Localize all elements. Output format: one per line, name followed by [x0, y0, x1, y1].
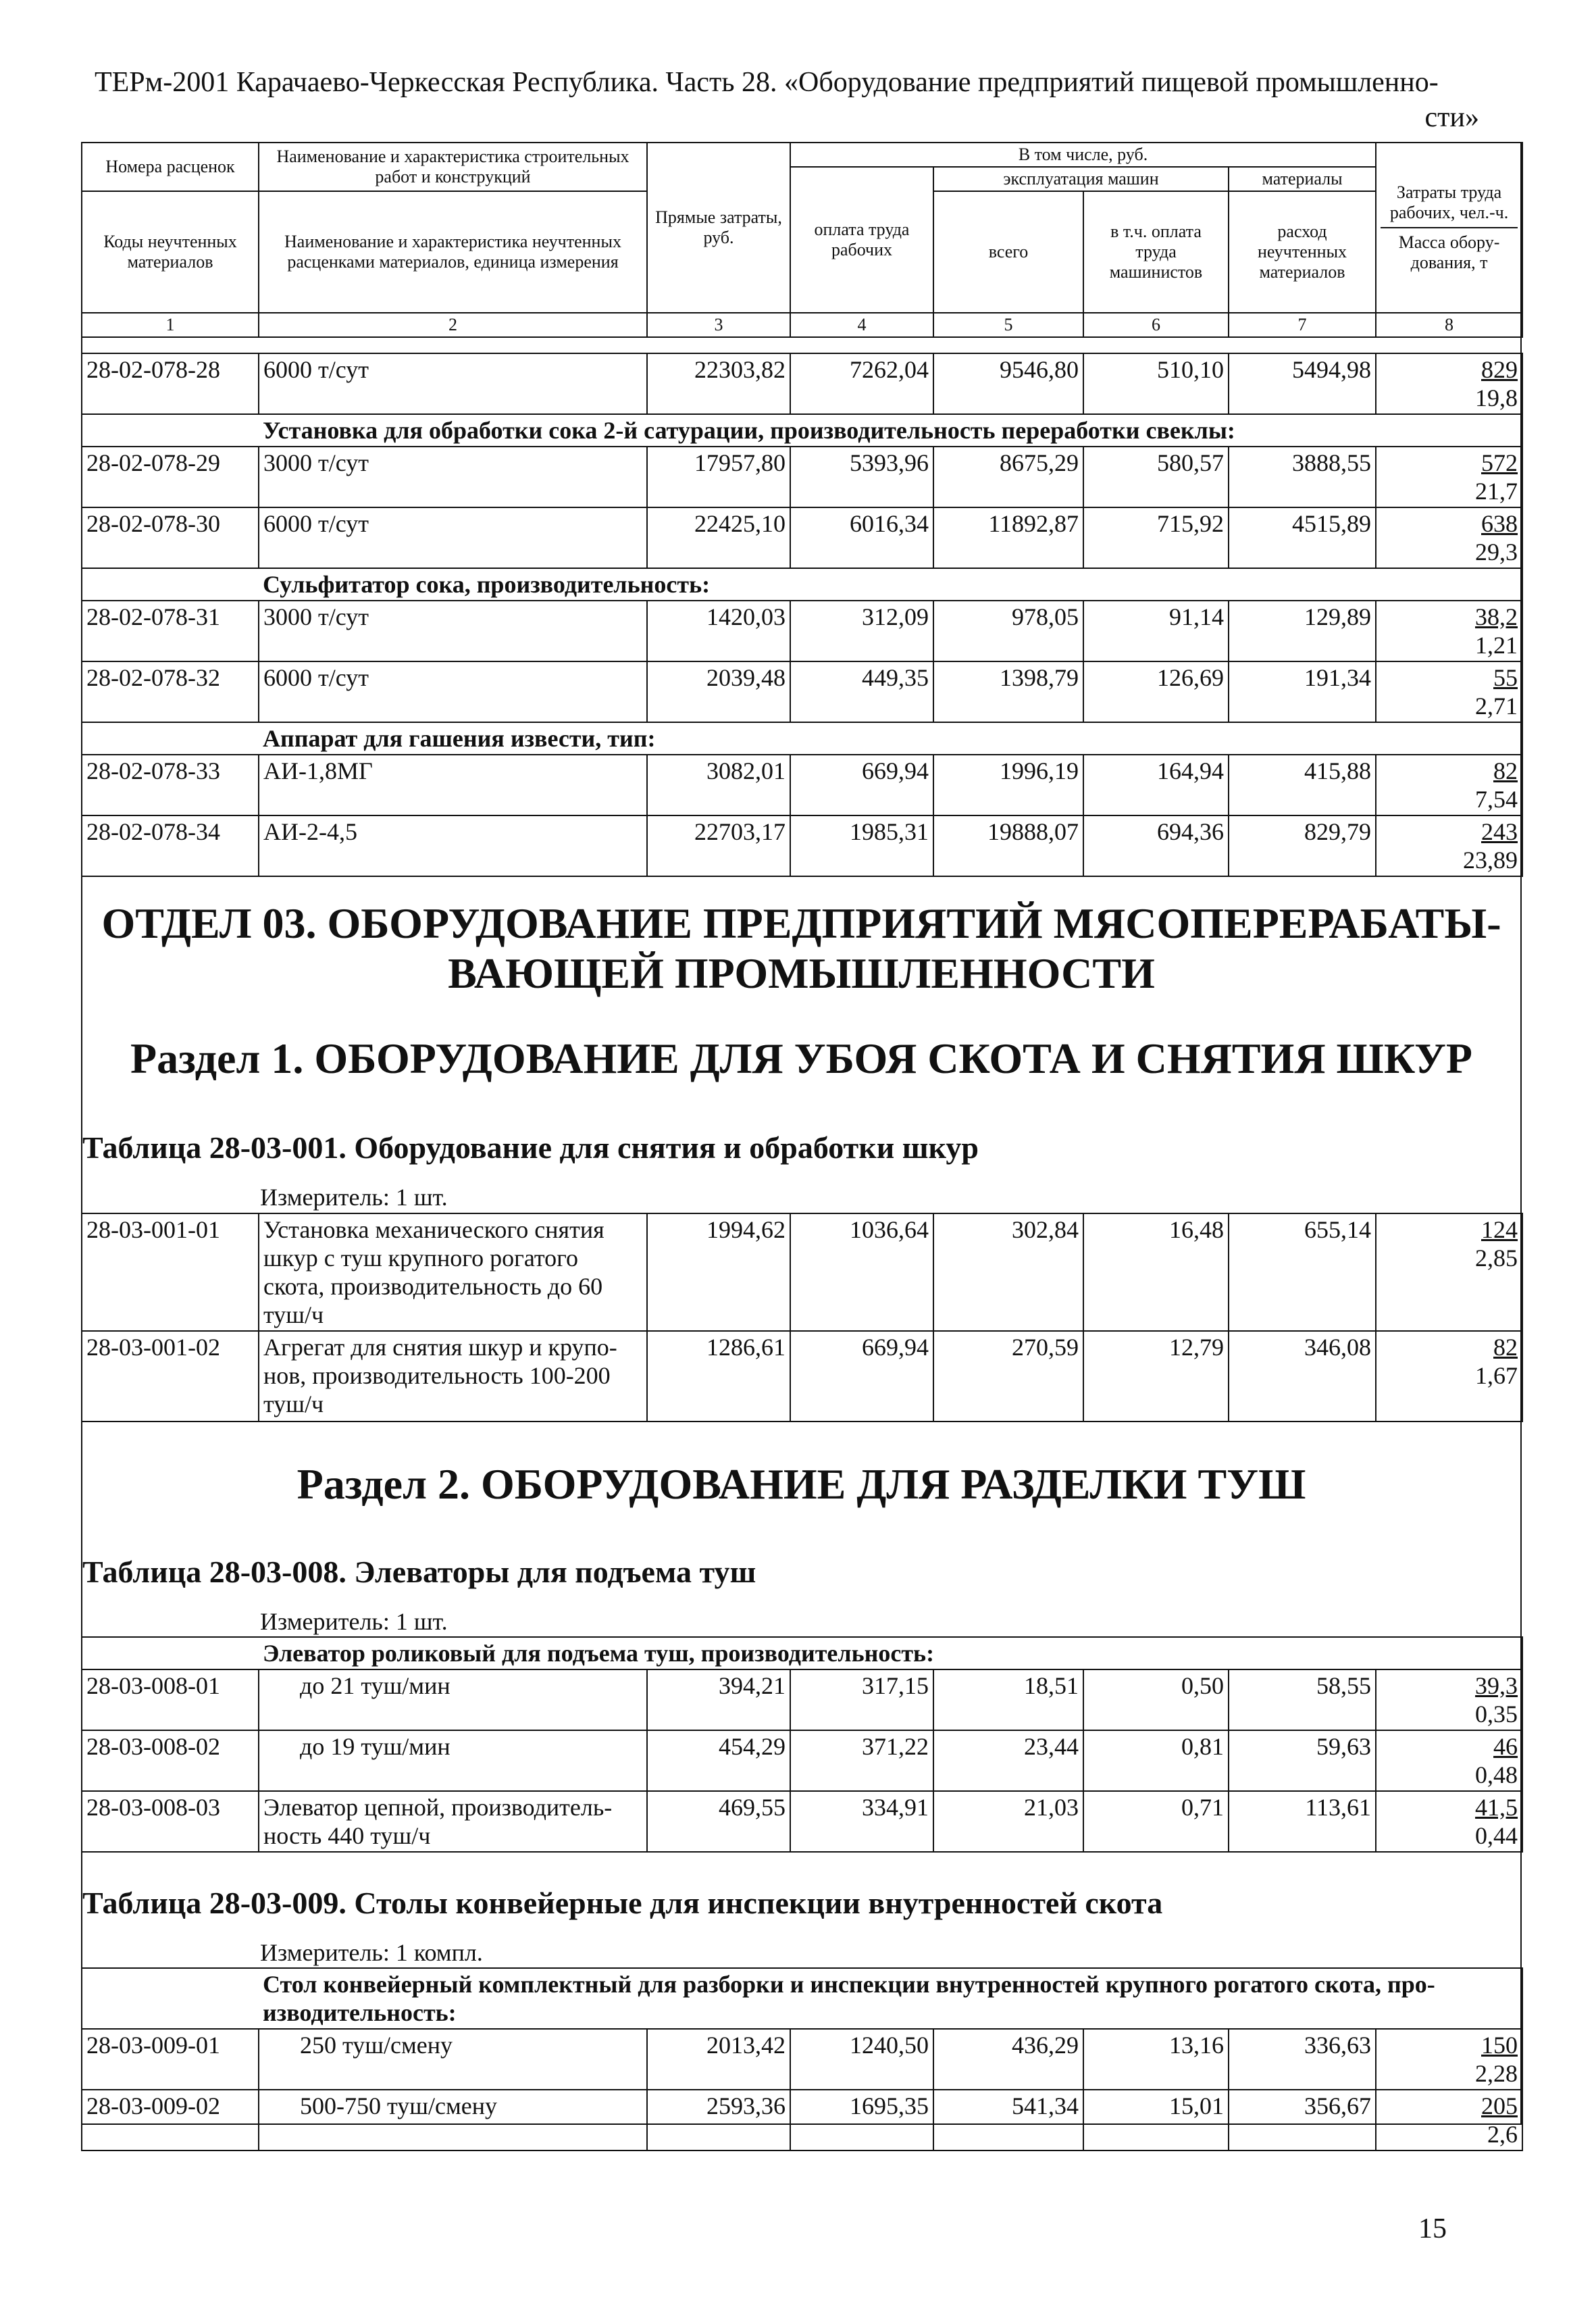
labor-mass-cell	[1376, 1791, 1522, 1852]
machines-total: 11892,87	[933, 507, 1083, 568]
rate-name: 250 туш/смену	[259, 2029, 647, 2090]
header-materials-name: Наименование и характеристика неучтенных расценками материалов, единица измерения	[259, 191, 647, 313]
machines-total: 8675,29	[933, 447, 1083, 507]
header-including: В том числе, руб.	[790, 143, 1376, 167]
labor-pay: 7262,04	[790, 353, 933, 414]
group-heading: Элеватор роликовый для подъема туш, производительность:	[259, 1637, 1522, 1669]
direct-costs: 17957,80	[647, 447, 790, 507]
group-heading: Сульфитатор сока, производительность:	[259, 568, 1522, 601]
table-row	[82, 815, 1522, 876]
header-codes-top: Номера расценок	[82, 143, 259, 191]
machines-total: 1996,19	[933, 755, 1083, 815]
table-row	[82, 661, 1522, 722]
page-number: 15	[1418, 2213, 1447, 2244]
labor-hours: 38,2	[1475, 603, 1518, 630]
group-heading-row	[82, 414, 1522, 447]
labor-mass-cell	[1376, 815, 1522, 876]
equipment-mass: 23,89	[1463, 847, 1518, 874]
materials-cost: 356,67	[1229, 2090, 1376, 2150]
rate-name: 3000 т/сут	[259, 447, 647, 507]
materials-cost: 829,79	[1229, 815, 1376, 876]
rate-code: 28-02-078-32	[82, 661, 259, 722]
rate-name: Установка механического снятия шкур с туш крупного рогатого скота, производительность до 60 туш/ч	[259, 1213, 647, 1331]
rate-name: Агрегат для снятия шкур и крупо-нов, производительность 100-200 туш/ч	[259, 1331, 647, 1422]
labor-pay: 1695,35	[790, 2090, 933, 2150]
table-001-measure: Измеритель: 1 шт.	[260, 1184, 448, 1211]
table-009-title: Таблица 28-03-009. Столы конвейерные для инспекции внутренностей скота	[82, 1886, 1163, 1920]
rate-code: 28-02-078-30	[82, 507, 259, 568]
direct-costs: 22425,10	[647, 507, 790, 568]
labor-pay: 5393,96	[790, 447, 933, 507]
equipment-mass: 2,6	[1487, 2121, 1518, 2148]
rate-code: 28-03-001-01	[82, 1213, 259, 1331]
rate-code: 28-03-008-01	[82, 1669, 259, 1730]
materials-cost: 4515,89	[1229, 507, 1376, 568]
group-heading-row	[82, 1637, 1522, 1669]
operators-pay: 164,94	[1083, 755, 1229, 815]
column-number: 7	[1229, 313, 1376, 337]
direct-costs: 454,29	[647, 1730, 790, 1791]
table-row	[82, 601, 1522, 661]
table-row	[82, 353, 1522, 414]
running-header-line1: ТЕРм-2001 Карачаево-Черкесская Республика. Часть 28. «Оборудование предприятий пищевой промышленно-	[95, 67, 1439, 98]
materials-cost: 5494,98	[1229, 353, 1376, 414]
rate-code: 28-03-008-02	[82, 1730, 259, 1791]
machines-total: 270,59	[933, 1331, 1083, 1422]
labor-mass-cell	[1376, 507, 1522, 568]
machines-total: 9546,80	[933, 353, 1083, 414]
labor-pay: 669,94	[790, 755, 933, 815]
labor-hours: 55	[1493, 664, 1518, 691]
operators-pay: 0,50	[1083, 1669, 1229, 1730]
labor-pay: 449,35	[790, 661, 933, 722]
labor-hours: 829	[1481, 356, 1518, 383]
rate-code: 28-02-078-33	[82, 755, 259, 815]
rate-code: 28-02-078-29	[82, 447, 259, 507]
labor-mass-cell	[1376, 447, 1522, 507]
equipment-mass: 1,67	[1475, 1362, 1518, 1389]
direct-costs: 2013,42	[647, 2029, 790, 2090]
operators-pay: 510,10	[1083, 353, 1229, 414]
operators-pay: 12,79	[1083, 1331, 1229, 1422]
materials-cost: 59,63	[1229, 1730, 1376, 1791]
operators-pay: 694,36	[1083, 815, 1229, 876]
group-heading: Стол конвейерный комплектный для разборки и инспекции внутренностей крупного рогатого скота, про-изводительность:	[259, 1968, 1522, 2029]
equipment-mass: 0,48	[1475, 1761, 1518, 1788]
materials-cost: 346,08	[1229, 1331, 1376, 1422]
operators-pay: 15,01	[1083, 2090, 1229, 2150]
labor-mass-cell	[1376, 1669, 1522, 1730]
equipment-mass: 0,35	[1475, 1701, 1518, 1728]
section-title	[81, 899, 1522, 999]
machines-total: 302,84	[933, 1213, 1083, 1331]
labor-hours: 82	[1493, 1334, 1518, 1361]
group-heading: Установка для обработки сока 2-й сатурации, производительность переработки свеклы:	[259, 414, 1522, 447]
equipment-mass: 21,7	[1475, 478, 1518, 505]
labor-pay: 6016,34	[790, 507, 933, 568]
header-machines-total: всего	[933, 191, 1083, 313]
table-row	[82, 507, 1522, 568]
operators-pay: 126,69	[1083, 661, 1229, 722]
header-materials-group: материалы	[1229, 167, 1376, 191]
table-009	[81, 1967, 1523, 2151]
operators-pay: 0,71	[1083, 1791, 1229, 1852]
machines-total: 436,29	[933, 2029, 1083, 2090]
rate-name: Элеватор цепной, производитель-ность 440 туш/ч	[259, 1791, 647, 1852]
materials-cost: 415,88	[1229, 755, 1376, 815]
part2-title: Раздел 2. ОБОРУДОВАНИЕ ДЛЯ РАЗДЕЛКИ ТУШ	[297, 1460, 1306, 1508]
header-equipment-mass: Масса обору-дования, т	[1398, 232, 1500, 272]
group-heading-row	[82, 1968, 1522, 2029]
labor-pay: 312,09	[790, 601, 933, 661]
column-number: 4	[790, 313, 933, 337]
labor-hours: 638	[1481, 510, 1518, 537]
header-name-top: Наименование и характеристика строительных работ и конструкций	[259, 143, 647, 191]
operators-pay: 580,57	[1083, 447, 1229, 507]
equipment-mass: 0,44	[1475, 1822, 1518, 1849]
column-number: 6	[1083, 313, 1229, 337]
column-header-table	[81, 142, 1523, 338]
direct-costs: 22303,82	[647, 353, 790, 414]
labor-hours: 205	[1481, 2092, 1518, 2119]
part1-title: Раздел 1. ОБОРУДОВАНИЕ ДЛЯ УБОЯ СКОТА И СНЯТИЯ ШКУР	[130, 1034, 1472, 1082]
table-001	[81, 1213, 1523, 1422]
table-row	[82, 447, 1522, 507]
labor-hours: 39,3	[1475, 1672, 1518, 1699]
materials-cost: 3888,55	[1229, 447, 1376, 507]
labor-mass-cell	[1376, 755, 1522, 815]
machines-total: 18,51	[933, 1669, 1083, 1730]
rate-name: АИ-1,8МГ	[259, 755, 647, 815]
labor-pay: 334,91	[790, 1791, 933, 1852]
column-number: 1	[82, 313, 259, 337]
table-row	[82, 1213, 1522, 1331]
labor-mass-cell	[1376, 353, 1522, 414]
table-row	[82, 1331, 1522, 1422]
labor-mass-cell	[1376, 601, 1522, 661]
rate-code: 28-03-008-03	[82, 1791, 259, 1852]
rate-code: 28-03-009-02	[82, 2090, 259, 2150]
materials-cost: 58,55	[1229, 1669, 1376, 1730]
equipment-mass: 19,8	[1475, 384, 1518, 411]
direct-costs: 1286,61	[647, 1331, 790, 1422]
labor-hours: 572	[1481, 449, 1518, 476]
table-row	[82, 755, 1522, 815]
rate-code: 28-03-009-01	[82, 2029, 259, 2090]
direct-costs: 22703,17	[647, 815, 790, 876]
column-numbers-row	[82, 313, 1522, 337]
table-row	[82, 2090, 1522, 2150]
rate-name: 500-750 туш/смену	[259, 2090, 647, 2150]
direct-costs: 3082,01	[647, 755, 790, 815]
labor-pay: 371,22	[790, 1730, 933, 1791]
rate-code: 28-03-001-02	[82, 1331, 259, 1422]
rate-name: АИ-2-4,5	[259, 815, 647, 876]
machines-total: 23,44	[933, 1730, 1083, 1791]
labor-pay: 1985,31	[790, 815, 933, 876]
section-title-line1: ОТДЕЛ 03. ОБОРУДОВАНИЕ ПРЕДПРИЯТИЙ МЯСОПЕРЕРАБАТЫ-	[101, 899, 1501, 947]
labor-pay: 1036,64	[790, 1213, 933, 1331]
materials-cost: 655,14	[1229, 1213, 1376, 1331]
equipment-mass: 2,71	[1475, 693, 1518, 720]
machines-total: 1398,79	[933, 661, 1083, 722]
column-number: 5	[933, 313, 1083, 337]
operators-pay: 0,81	[1083, 1730, 1229, 1791]
machines-total: 19888,07	[933, 815, 1083, 876]
header-labor-pay: оплата труда рабочих	[790, 167, 933, 313]
table-row	[82, 1669, 1522, 1730]
group-heading-row	[82, 568, 1522, 601]
table-row	[82, 1730, 1522, 1791]
rate-name: до 21 туш/мин	[259, 1669, 647, 1730]
materials-cost: 336,63	[1229, 2029, 1376, 2090]
rate-name: до 19 туш/мин	[259, 1730, 647, 1791]
equipment-mass: 2,28	[1475, 2060, 1518, 2087]
labor-hours: 82	[1493, 757, 1518, 784]
equipment-mass: 1,21	[1475, 632, 1518, 659]
operators-pay: 16,48	[1083, 1213, 1229, 1331]
table-009-measure: Измеритель: 1 компл.	[260, 1939, 483, 1966]
table-row	[82, 1791, 1522, 1852]
header-labor-hours: Затраты труда рабочих, чел.-ч.	[1389, 182, 1509, 222]
column-number: 8	[1376, 313, 1522, 337]
header-operators-pay: в т.ч. оплата труда машинистов	[1083, 191, 1229, 313]
rate-code: 28-02-078-34	[82, 815, 259, 876]
labor-mass-cell	[1376, 1213, 1522, 1331]
header-labor-mass	[1376, 143, 1522, 313]
machines-total: 541,34	[933, 2090, 1083, 2150]
rate-code: 28-02-078-28	[82, 353, 259, 414]
materials-cost: 113,61	[1229, 1791, 1376, 1852]
rates-table-block1	[81, 353, 1523, 877]
direct-costs: 394,21	[647, 1669, 790, 1730]
labor-pay: 317,15	[790, 1669, 933, 1730]
labor-pay: 669,94	[790, 1331, 933, 1422]
column-number: 3	[647, 313, 790, 337]
header-materials-codes: Коды неучтенных материалов	[82, 191, 259, 313]
labor-hours: 243	[1481, 818, 1518, 845]
table-008	[81, 1636, 1523, 1853]
labor-hours: 46	[1493, 1733, 1518, 1760]
column-number: 2	[259, 313, 647, 337]
direct-costs: 469,55	[647, 1791, 790, 1852]
header-machines-group: эксплуатация машин	[933, 167, 1229, 191]
header-direct-costs: Прямые затраты, руб.	[647, 143, 790, 313]
operators-pay: 715,92	[1083, 507, 1229, 568]
direct-costs: 2039,48	[647, 661, 790, 722]
equipment-mass: 7,54	[1475, 786, 1518, 813]
rate-name: 6000 т/сут	[259, 507, 647, 568]
direct-costs: 2593,36	[647, 2090, 790, 2150]
group-heading: Аппарат для гашения извести, тип:	[259, 722, 1522, 755]
machines-total: 978,05	[933, 601, 1083, 661]
running-header	[95, 65, 1479, 135]
group-heading-row	[82, 722, 1522, 755]
labor-pay: 1240,50	[790, 2029, 933, 2090]
machines-total: 21,03	[933, 1791, 1083, 1852]
equipment-mass: 2,85	[1475, 1244, 1518, 1272]
materials-cost: 191,34	[1229, 661, 1376, 722]
rate-name: 6000 т/сут	[259, 661, 647, 722]
table-001-title: Таблица 28-03-001. Оборудование для снятия и обработки шкур	[82, 1130, 979, 1165]
table-008-title: Таблица 28-03-008. Элеваторы для подъема туш	[82, 1555, 756, 1589]
rate-name: 6000 т/сут	[259, 353, 647, 414]
running-header-line2: сти»	[1424, 102, 1479, 133]
materials-cost: 129,89	[1229, 601, 1376, 661]
direct-costs: 1420,03	[647, 601, 790, 661]
operators-pay: 13,16	[1083, 2029, 1229, 2090]
table-row	[82, 2029, 1522, 2090]
table-008-measure: Измеритель: 1 шт.	[260, 1608, 448, 1635]
rate-code: 28-02-078-31	[82, 601, 259, 661]
labor-mass-cell	[1376, 2090, 1522, 2150]
labor-hours: 150	[1481, 2032, 1518, 2059]
labor-mass-cell	[1376, 661, 1522, 722]
equipment-mass: 29,3	[1475, 538, 1518, 565]
rate-name: 3000 т/сут	[259, 601, 647, 661]
section-title-line2: ВАЮЩЕЙ ПРОМЫШЛЕННОСТИ	[448, 949, 1155, 997]
labor-mass-cell	[1376, 1730, 1522, 1791]
operators-pay: 91,14	[1083, 601, 1229, 661]
direct-costs: 1994,62	[647, 1213, 790, 1331]
labor-hours: 124	[1481, 1216, 1518, 1243]
header-materials-usage: расход неучтенных материалов	[1229, 191, 1376, 313]
labor-hours: 41,5	[1475, 1794, 1518, 1821]
labor-mass-cell	[1376, 1331, 1522, 1422]
labor-mass-cell	[1376, 2029, 1522, 2090]
